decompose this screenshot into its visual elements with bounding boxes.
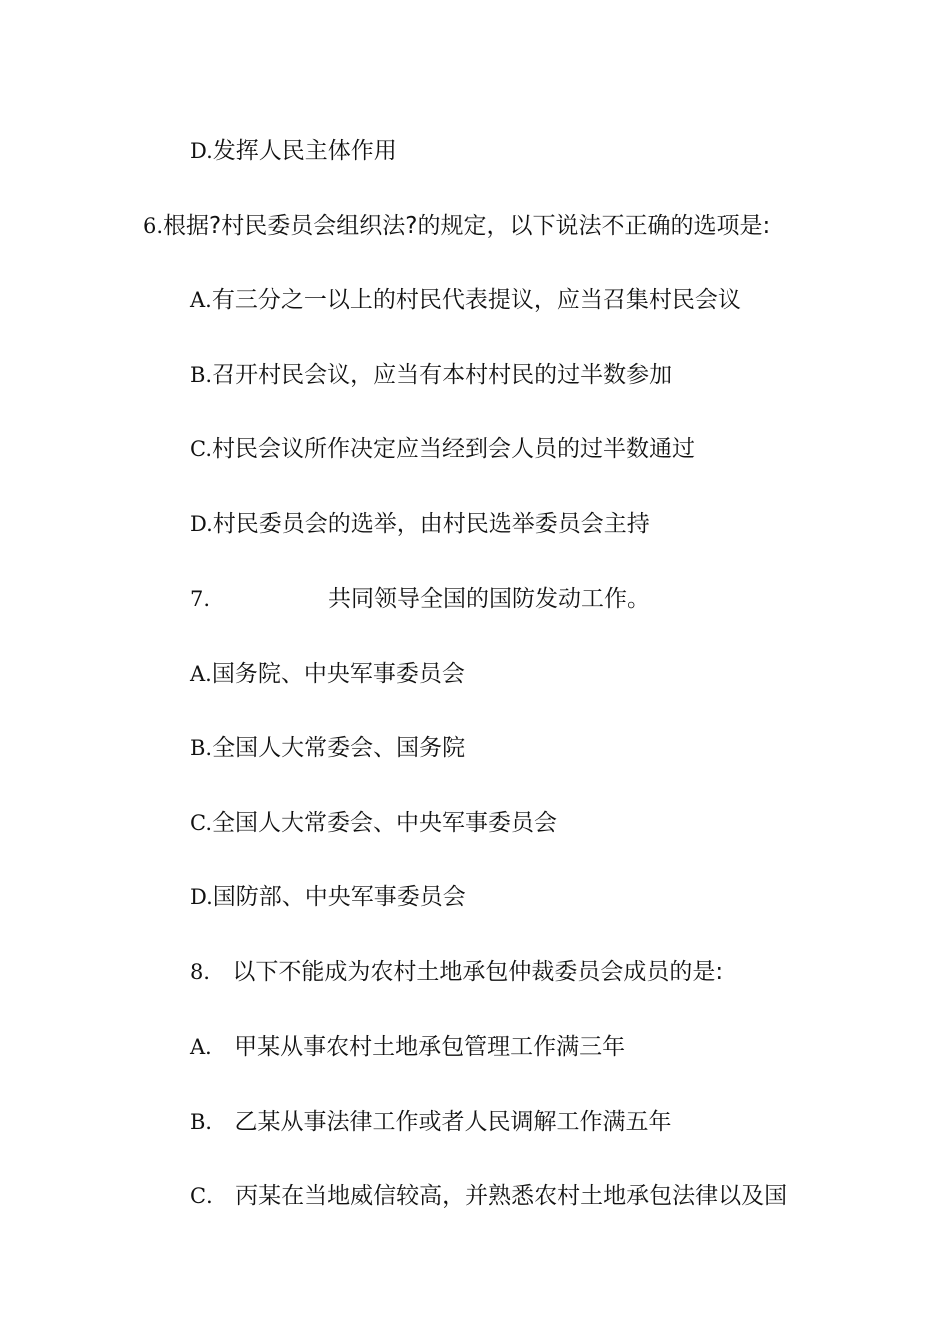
option-text: 有三分之一以上的村民代表提议，应当召集村民会议 [211,287,741,313]
question-8 [190,957,723,987]
option-8b [190,1107,671,1137]
question-text: 以下不能成为农村土地承包仲裁委员会成员的是: [232,959,724,985]
option-text: 乙某从事法律工作或者人民调解工作满五年 [234,1109,672,1135]
option-marker: D. [190,139,213,163]
option-marker: B. [190,363,213,387]
option-6c [190,434,695,464]
option-6d [190,509,650,539]
option-text: 召开村民会议，应当有本村村民的过半数参加 [212,362,673,388]
option-text: 国务院、中央军事委员会 [211,661,465,687]
option-marker: C． [190,1184,228,1208]
option-marker: D. [190,512,213,536]
option-marker: A. [190,288,212,312]
question-number: 7. [190,587,211,611]
option-text: 全国人大常委会、中央军事委员会 [212,810,557,836]
option-6a [190,285,741,315]
option-marker: B． [190,1110,227,1134]
question-text: 共同领导全国的国防发动工作。 [328,586,651,612]
option-marker: C. [190,811,212,835]
option-8c [190,1181,787,1211]
option-7c [190,808,557,838]
option-text: 全国人大常委会、国务院 [212,735,466,761]
option-7b [190,733,465,763]
option-5d [190,136,397,166]
option-7d [190,882,466,912]
question-7 [190,584,650,614]
option-text: 村民委员会的选举，由村民选举委员会主持 [212,511,650,537]
question-number: 8． [190,960,225,984]
option-text: 丙某在当地威信较高，并熟悉农村土地承包法律以及国 [235,1183,788,1209]
option-text: 国防部、中央军事委员会 [212,884,466,910]
question-number: 6. [143,214,164,238]
option-marker: C. [190,437,212,461]
option-6b [190,360,672,390]
question-6 [143,211,770,241]
option-marker: A. [190,662,212,686]
option-marker: A． [190,1035,227,1059]
option-marker: D. [190,885,213,909]
question-text: 根据?村民委员会组织法?的规定，以下说法不正确的选项是: [163,213,771,239]
option-text: 村民会议所作决定应当经到会人员的过半数通过 [212,436,695,462]
option-marker: B. [190,736,213,760]
option-text: 甲某从事农村土地承包管理工作满三年 [234,1034,626,1060]
option-8a [190,1032,625,1062]
option-7a [190,659,465,689]
option-text: 发挥人民主体作用 [212,138,397,164]
